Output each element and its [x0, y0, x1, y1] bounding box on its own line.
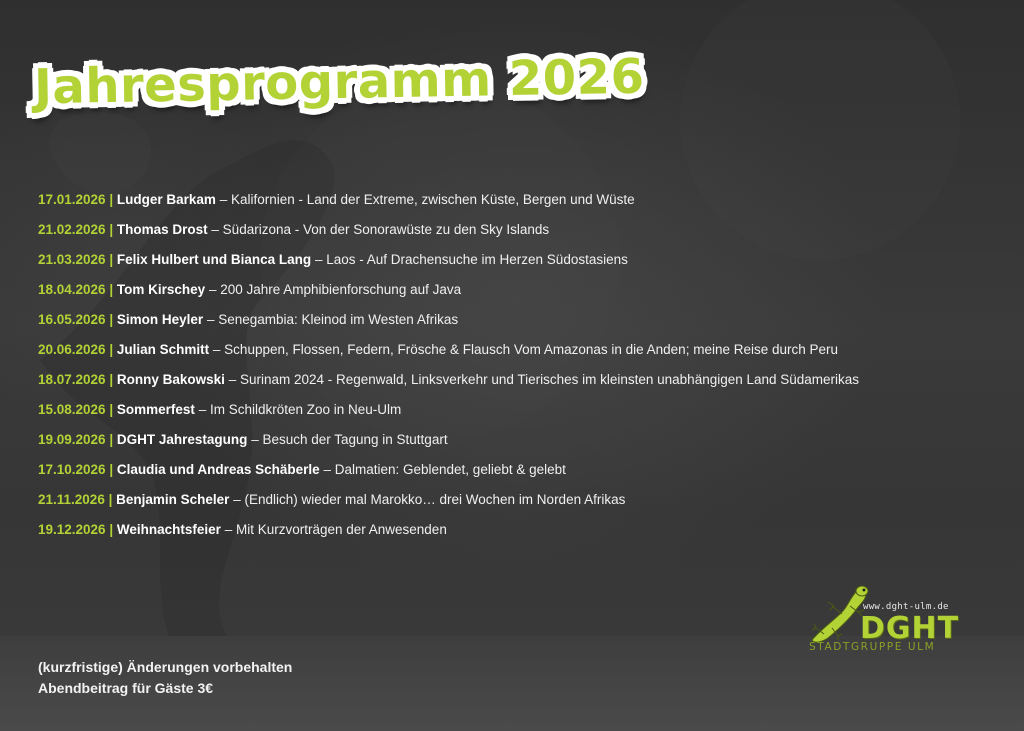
- event-date: 17.10.2026: [38, 462, 106, 477]
- event-row: [38, 340, 998, 370]
- event-date: 18.04.2026: [38, 282, 106, 297]
- logo-url: www.dght-ulm.de: [863, 602, 949, 612]
- guest-fee-notice: Abendbeitrag für Gäste 3€: [38, 680, 214, 696]
- event-speaker: Sommerfest: [116, 402, 195, 417]
- event-row: [38, 400, 998, 430]
- event-separator: |: [109, 222, 114, 237]
- event-speaker: Ludger Barkam: [116, 192, 216, 207]
- event-separator: |: [109, 462, 114, 477]
- event-separator: |: [109, 282, 114, 297]
- event-row: [38, 490, 998, 520]
- event-description: – Schuppen, Flossen, Federn, Frösche & Flausch Vom Amazonas in die Anden; meine Reise durch Peru: [212, 342, 839, 357]
- logo-subtitle: STADTGRUPPE ULM: [809, 641, 936, 653]
- event-date: 20.06.2026: [38, 342, 106, 357]
- event-speaker: Thomas Drost: [116, 222, 208, 237]
- event-speaker: Benjamin Scheler: [116, 492, 230, 507]
- event-separator: |: [109, 372, 114, 387]
- event-speaker: Julian Schmitt: [116, 342, 210, 357]
- event-separator: |: [109, 522, 114, 537]
- event-date: 16.05.2026: [38, 312, 106, 327]
- event-separator: |: [109, 342, 114, 357]
- footer-notes: [38, 657, 292, 699]
- event-description: – Im Schildkröten Zoo in Neu-Ulm: [198, 402, 402, 417]
- event-description: – (Endlich) wieder mal Marokko… drei Wochen im Norden Afrikas: [233, 492, 626, 507]
- event-date: 15.08.2026: [38, 402, 106, 417]
- event-row: [38, 250, 998, 280]
- event-speaker: Simon Heyler: [116, 312, 204, 327]
- event-speaker: Felix Hulbert und Bianca Lang: [116, 252, 312, 267]
- event-description: – Mit Kurzvorträgen der Anwesenden: [224, 522, 447, 537]
- event-description: – Kalifornien - Land der Extreme, zwischen Küste, Bergen und Wüste: [219, 192, 635, 207]
- event-date: 18.07.2026: [38, 372, 106, 387]
- event-description: – Dalmatien: Geblendet, geliebt & gelebt: [323, 462, 566, 477]
- event-separator: |: [109, 192, 114, 207]
- event-speaker: Weihnachtsfeier: [116, 522, 221, 537]
- logo-wordmark: DGHT: [860, 611, 960, 646]
- event-separator: |: [108, 492, 113, 507]
- event-separator: |: [109, 312, 114, 327]
- event-date: 19.12.2026: [38, 522, 106, 537]
- event-speaker: Tom Kirschey: [116, 282, 206, 297]
- event-description: – 200 Jahre Amphibienforschung auf Java: [208, 282, 462, 297]
- event-row: [38, 520, 998, 550]
- event-list: [38, 190, 998, 550]
- event-row: [38, 190, 998, 220]
- event-speaker: Ronny Bakowski: [116, 372, 225, 387]
- changes-notice: (kurzfristige) Änderungen vorbehalten: [38, 659, 293, 675]
- event-description: – Besuch der Tagung in Stuttgart: [251, 432, 448, 447]
- event-separator: |: [109, 432, 114, 447]
- event-date: 21.02.2026: [38, 222, 106, 237]
- event-row: [38, 370, 998, 400]
- event-description: – Senegambia: Kleinod im Westen Afrikas: [206, 312, 459, 327]
- event-description: – Surinam 2024 - Regenwald, Linksverkehr und Tierisches im kleinsten unabhängigen Land Südamerikas: [228, 372, 860, 387]
- event-separator: |: [109, 402, 114, 417]
- event-date: 19.09.2026: [38, 432, 106, 447]
- event-speaker: DGHT Jahrestagung: [116, 432, 248, 447]
- event-row: [38, 310, 998, 340]
- event-row: [38, 280, 998, 310]
- event-row: [38, 430, 998, 460]
- event-row: [38, 220, 998, 250]
- event-separator: |: [109, 252, 114, 267]
- page-title: Jahresprogramm 2026: [33, 48, 645, 116]
- event-row: [38, 460, 998, 490]
- event-date: 21.11.2026: [38, 492, 105, 507]
- event-speaker: Claudia und Andreas Schäberle: [116, 462, 320, 477]
- event-date: 17.01.2026: [38, 192, 106, 207]
- event-description: – Südarizona - Von der Sonorawüste zu den Sky Islands: [211, 222, 550, 237]
- event-date: 21.03.2026: [38, 252, 106, 267]
- event-description: – Laos - Auf Drachensuche im Herzen Südostasiens: [314, 252, 628, 267]
